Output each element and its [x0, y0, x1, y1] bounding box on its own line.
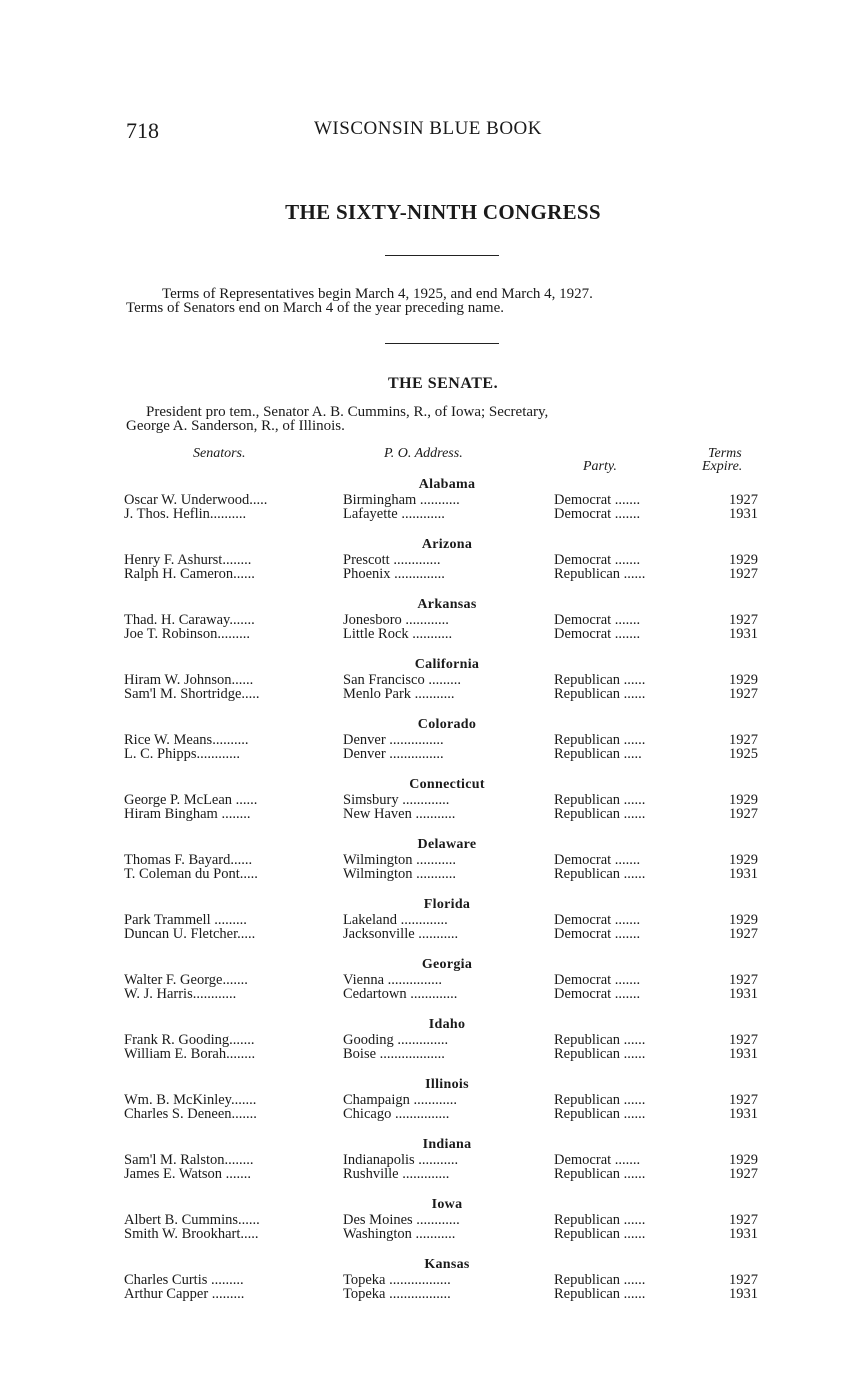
senator-address: Denver ............... — [343, 747, 444, 761]
senator-party: Republican ...... — [554, 567, 646, 581]
senator-row — [124, 1047, 758, 1061]
senator-row — [124, 567, 758, 581]
state-group — [124, 957, 758, 1001]
state-group — [124, 897, 758, 941]
column-header-terms: Terms — [708, 446, 742, 461]
senator-address: Topeka ................. — [343, 1287, 451, 1301]
senator-name: Oscar W. Underwood..... — [124, 493, 268, 507]
senator-address: Chicago ............... — [343, 1107, 450, 1121]
senator-party: Democrat ....... — [554, 973, 641, 987]
senator-party: Republican ...... — [554, 867, 646, 881]
divider-rule — [385, 343, 499, 344]
state-group — [124, 537, 758, 581]
column-header-party: Party. — [583, 459, 617, 474]
senator-term-expires: 1931 — [729, 1286, 758, 1302]
senator-term-expires: 1927 — [729, 972, 758, 988]
senator-party: Democrat ....... — [554, 987, 641, 1001]
terms-line-representatives: Terms of Representatives begin March 4, 1925, and end March 4, 1927. — [162, 286, 593, 302]
senator-party: Republican ..... — [554, 747, 642, 761]
senator-party: Democrat ....... — [554, 1153, 641, 1167]
senator-name: Charles Curtis ......... — [124, 1273, 244, 1287]
officers-line-1: President pro tem., Senator A. B. Cummins, R., of Iowa; Secretary, — [146, 404, 549, 420]
state-heading: Delaware — [417, 837, 477, 852]
senator-term-expires: 1931 — [729, 1046, 758, 1062]
senator-name: Wm. B. McKinley....... — [124, 1093, 257, 1107]
senator-row — [124, 853, 758, 867]
senator-name: Sam'l M. Ralston........ — [124, 1153, 254, 1167]
senator-party: Democrat ....... — [554, 553, 641, 567]
senator-party: Democrat ....... — [554, 853, 641, 867]
senator-party: Democrat ....... — [554, 913, 641, 927]
senator-address: New Haven ........... — [343, 807, 456, 821]
senator-name: W. J. Harris............ — [124, 987, 237, 1001]
senator-address: Lakeland ............. — [343, 913, 448, 927]
senator-party: Republican ...... — [554, 673, 646, 687]
state-heading: Illinois — [425, 1077, 469, 1092]
terms-note — [126, 287, 766, 315]
senator-term-expires: 1927 — [729, 1092, 758, 1108]
senator-party: Republican ...... — [554, 807, 646, 821]
senator-party: Democrat ....... — [554, 627, 641, 641]
senator-party: Democrat ....... — [554, 493, 641, 507]
senator-name: William E. Borah........ — [124, 1047, 256, 1061]
state-heading: Arkansas — [417, 597, 477, 612]
senator-address: San Francisco ......... — [343, 673, 461, 687]
senator-term-expires: 1927 — [729, 612, 758, 628]
senator-term-expires: 1929 — [729, 552, 758, 568]
page-number: 718 — [126, 118, 159, 143]
senator-name: Smith W. Brookhart..... — [124, 1227, 259, 1241]
state-heading: Alabama — [418, 477, 476, 492]
senator-address: Des Moines ............ — [343, 1213, 460, 1227]
senator-row — [124, 867, 758, 881]
senator-term-expires: 1931 — [729, 866, 758, 882]
senator-name: James E. Watson ....... — [124, 1167, 252, 1181]
state-heading: Idaho — [428, 1017, 466, 1032]
senator-address: Vienna ............... — [343, 973, 443, 987]
senator-row — [124, 1093, 758, 1107]
senator-name: Frank R. Gooding....... — [124, 1033, 255, 1047]
senator-address: Indianapolis ........... — [343, 1153, 459, 1167]
column-header-address: P. O. Address. — [384, 446, 463, 461]
senator-term-expires: 1929 — [729, 672, 758, 688]
senator-row — [124, 1273, 758, 1287]
state-heading: Indiana — [422, 1137, 472, 1152]
senator-party: Democrat ....... — [554, 613, 641, 627]
state-group — [124, 1017, 758, 1061]
senator-name: Sam'l M. Shortridge..... — [124, 687, 260, 701]
state-group — [124, 657, 758, 701]
senator-term-expires: 1931 — [729, 626, 758, 642]
senator-row — [124, 553, 758, 567]
senator-party: Democrat ....... — [554, 507, 641, 521]
senator-term-expires: 1929 — [729, 912, 758, 928]
state-group — [124, 777, 758, 821]
senator-term-expires: 1927 — [729, 1212, 758, 1228]
senator-address: Prescott ............. — [343, 553, 441, 567]
senator-party: Republican ...... — [554, 1287, 646, 1301]
senator-address: Gooding .............. — [343, 1033, 449, 1047]
senator-party: Republican ...... — [554, 1227, 646, 1241]
senator-term-expires: 1927 — [729, 806, 758, 822]
senator-address: Jonesboro ............ — [343, 613, 449, 627]
senator-name: Thomas F. Bayard...... — [124, 853, 253, 867]
state-group — [124, 597, 758, 641]
state-group — [124, 477, 758, 521]
senator-row — [124, 1167, 758, 1181]
senator-row — [124, 793, 758, 807]
senator-name: Joe T. Robinson......... — [124, 627, 250, 641]
senator-party: Republican ...... — [554, 1213, 646, 1227]
state-group — [124, 717, 758, 761]
senator-party: Republican ...... — [554, 1033, 646, 1047]
senator-term-expires: 1931 — [729, 986, 758, 1002]
senator-address: Boise .................. — [343, 1047, 445, 1061]
senator-row — [124, 1153, 758, 1167]
state-group — [124, 837, 758, 881]
senator-term-expires: 1929 — [729, 852, 758, 868]
senator-row — [124, 1213, 758, 1227]
senator-address: Phoenix .............. — [343, 567, 445, 581]
senator-row — [124, 673, 758, 687]
state-group — [124, 1137, 758, 1181]
senate-heading: THE SENATE. — [387, 375, 499, 392]
state-heading: California — [414, 657, 480, 672]
senator-term-expires: 1927 — [729, 1272, 758, 1288]
senator-row — [124, 1287, 758, 1301]
senator-row — [124, 613, 758, 627]
page-title: THE SIXTY-NINTH CONGRESS — [285, 200, 601, 224]
senator-party: Republican ...... — [554, 1047, 646, 1061]
senator-term-expires: 1925 — [729, 746, 758, 762]
senator-party: Republican ...... — [554, 1273, 646, 1287]
senator-name: Hiram W. Johnson...... — [124, 673, 254, 687]
page-header — [126, 118, 766, 142]
senator-row — [124, 507, 758, 521]
senator-address: Cedartown ............. — [343, 987, 458, 1001]
senator-row — [124, 913, 758, 927]
senator-address: Little Rock ........... — [343, 627, 453, 641]
senator-address: Wilmington ........... — [343, 867, 456, 881]
senator-name: George P. McLean ...... — [124, 793, 258, 807]
senator-row — [124, 973, 758, 987]
column-header-senators: Senators. — [193, 446, 246, 461]
senator-term-expires: 1927 — [729, 492, 758, 508]
senator-name: J. Thos. Heflin.......... — [124, 507, 247, 521]
senator-party: Republican ...... — [554, 1167, 646, 1181]
senator-name: Thad. H. Caraway....... — [124, 613, 255, 627]
senator-term-expires: 1931 — [729, 506, 758, 522]
senator-name: Albert B. Cummins...... — [124, 1213, 260, 1227]
senator-name: T. Coleman du Pont..... — [124, 867, 258, 881]
senator-address: Washington ........... — [343, 1227, 456, 1241]
senator-address: Jacksonville ........... — [343, 927, 459, 941]
senator-address: Rushville ............. — [343, 1167, 450, 1181]
terms-line-senators: Terms of Senators end on March 4 of the year preceding name. — [126, 300, 504, 316]
senator-name: L. C. Phipps............ — [124, 747, 241, 761]
senator-party: Republican ...... — [554, 687, 646, 701]
senator-row — [124, 1227, 758, 1241]
senator-term-expires: 1927 — [729, 566, 758, 582]
senator-name: Arthur Capper ......... — [124, 1287, 245, 1301]
senator-name: Charles S. Deneen....... — [124, 1107, 257, 1121]
senator-term-expires: 1931 — [729, 1226, 758, 1242]
senator-address: Champaign ............ — [343, 1093, 457, 1107]
senator-row — [124, 747, 758, 761]
state-heading: Florida — [423, 897, 471, 912]
senator-term-expires: 1929 — [729, 1152, 758, 1168]
state-group — [124, 1197, 758, 1241]
senator-row — [124, 987, 758, 1001]
senator-name: Hiram Bingham ........ — [124, 807, 251, 821]
senator-row — [124, 807, 758, 821]
senator-address: Menlo Park ........... — [343, 687, 455, 701]
senator-term-expires: 1927 — [729, 732, 758, 748]
senator-row — [124, 627, 758, 641]
senator-row — [124, 1033, 758, 1047]
senator-term-expires: 1927 — [729, 686, 758, 702]
senator-term-expires: 1927 — [729, 1032, 758, 1048]
senator-term-expires: 1931 — [729, 1106, 758, 1122]
state-heading: Iowa — [431, 1197, 463, 1212]
senator-name: Rice W. Means.......... — [124, 733, 249, 747]
senator-name: Walter F. George....... — [124, 973, 248, 987]
senator-name: Park Trammell ......... — [124, 913, 247, 927]
senator-term-expires: 1927 — [729, 1166, 758, 1182]
senator-row — [124, 493, 758, 507]
senator-name: Henry F. Ashurst........ — [124, 553, 252, 567]
running-title: WISCONSIN BLUE BOOK — [314, 118, 542, 139]
divider-rule — [385, 255, 499, 256]
senator-row — [124, 1107, 758, 1121]
state-heading: Kansas — [424, 1257, 470, 1272]
senator-row — [124, 687, 758, 701]
senator-party: Republican ...... — [554, 793, 646, 807]
officers-line-2: George A. Sanderson, R., of Illinois. — [126, 418, 345, 434]
senator-row — [124, 733, 758, 747]
state-heading: Georgia — [421, 957, 473, 972]
senator-term-expires: 1929 — [729, 792, 758, 808]
senator-party: Democrat ....... — [554, 927, 641, 941]
senate-officers — [126, 405, 760, 433]
state-heading: Arizona — [421, 537, 473, 552]
senator-party: Republican ...... — [554, 1107, 646, 1121]
senator-name: Ralph H. Cameron...... — [124, 567, 255, 581]
state-heading: Colorado — [417, 717, 477, 732]
senator-name: Duncan U. Fletcher..... — [124, 927, 256, 941]
senator-address: Birmingham ........... — [343, 493, 460, 507]
state-group — [124, 1077, 758, 1121]
state-group — [124, 1257, 758, 1301]
senator-party: Republican ...... — [554, 733, 646, 747]
senator-address: Topeka ................. — [343, 1273, 451, 1287]
senator-party: Republican ...... — [554, 1093, 646, 1107]
senator-address: Simsbury ............. — [343, 793, 450, 807]
senate-list — [124, 477, 758, 1317]
state-heading: Connecticut — [409, 777, 485, 792]
senator-address: Wilmington ........... — [343, 853, 456, 867]
senator-term-expires: 1927 — [729, 926, 758, 942]
senator-address: Denver ............... — [343, 733, 444, 747]
column-header-expire: Expire. — [702, 459, 743, 474]
senator-row — [124, 927, 758, 941]
senator-address: Lafayette ............ — [343, 507, 445, 521]
